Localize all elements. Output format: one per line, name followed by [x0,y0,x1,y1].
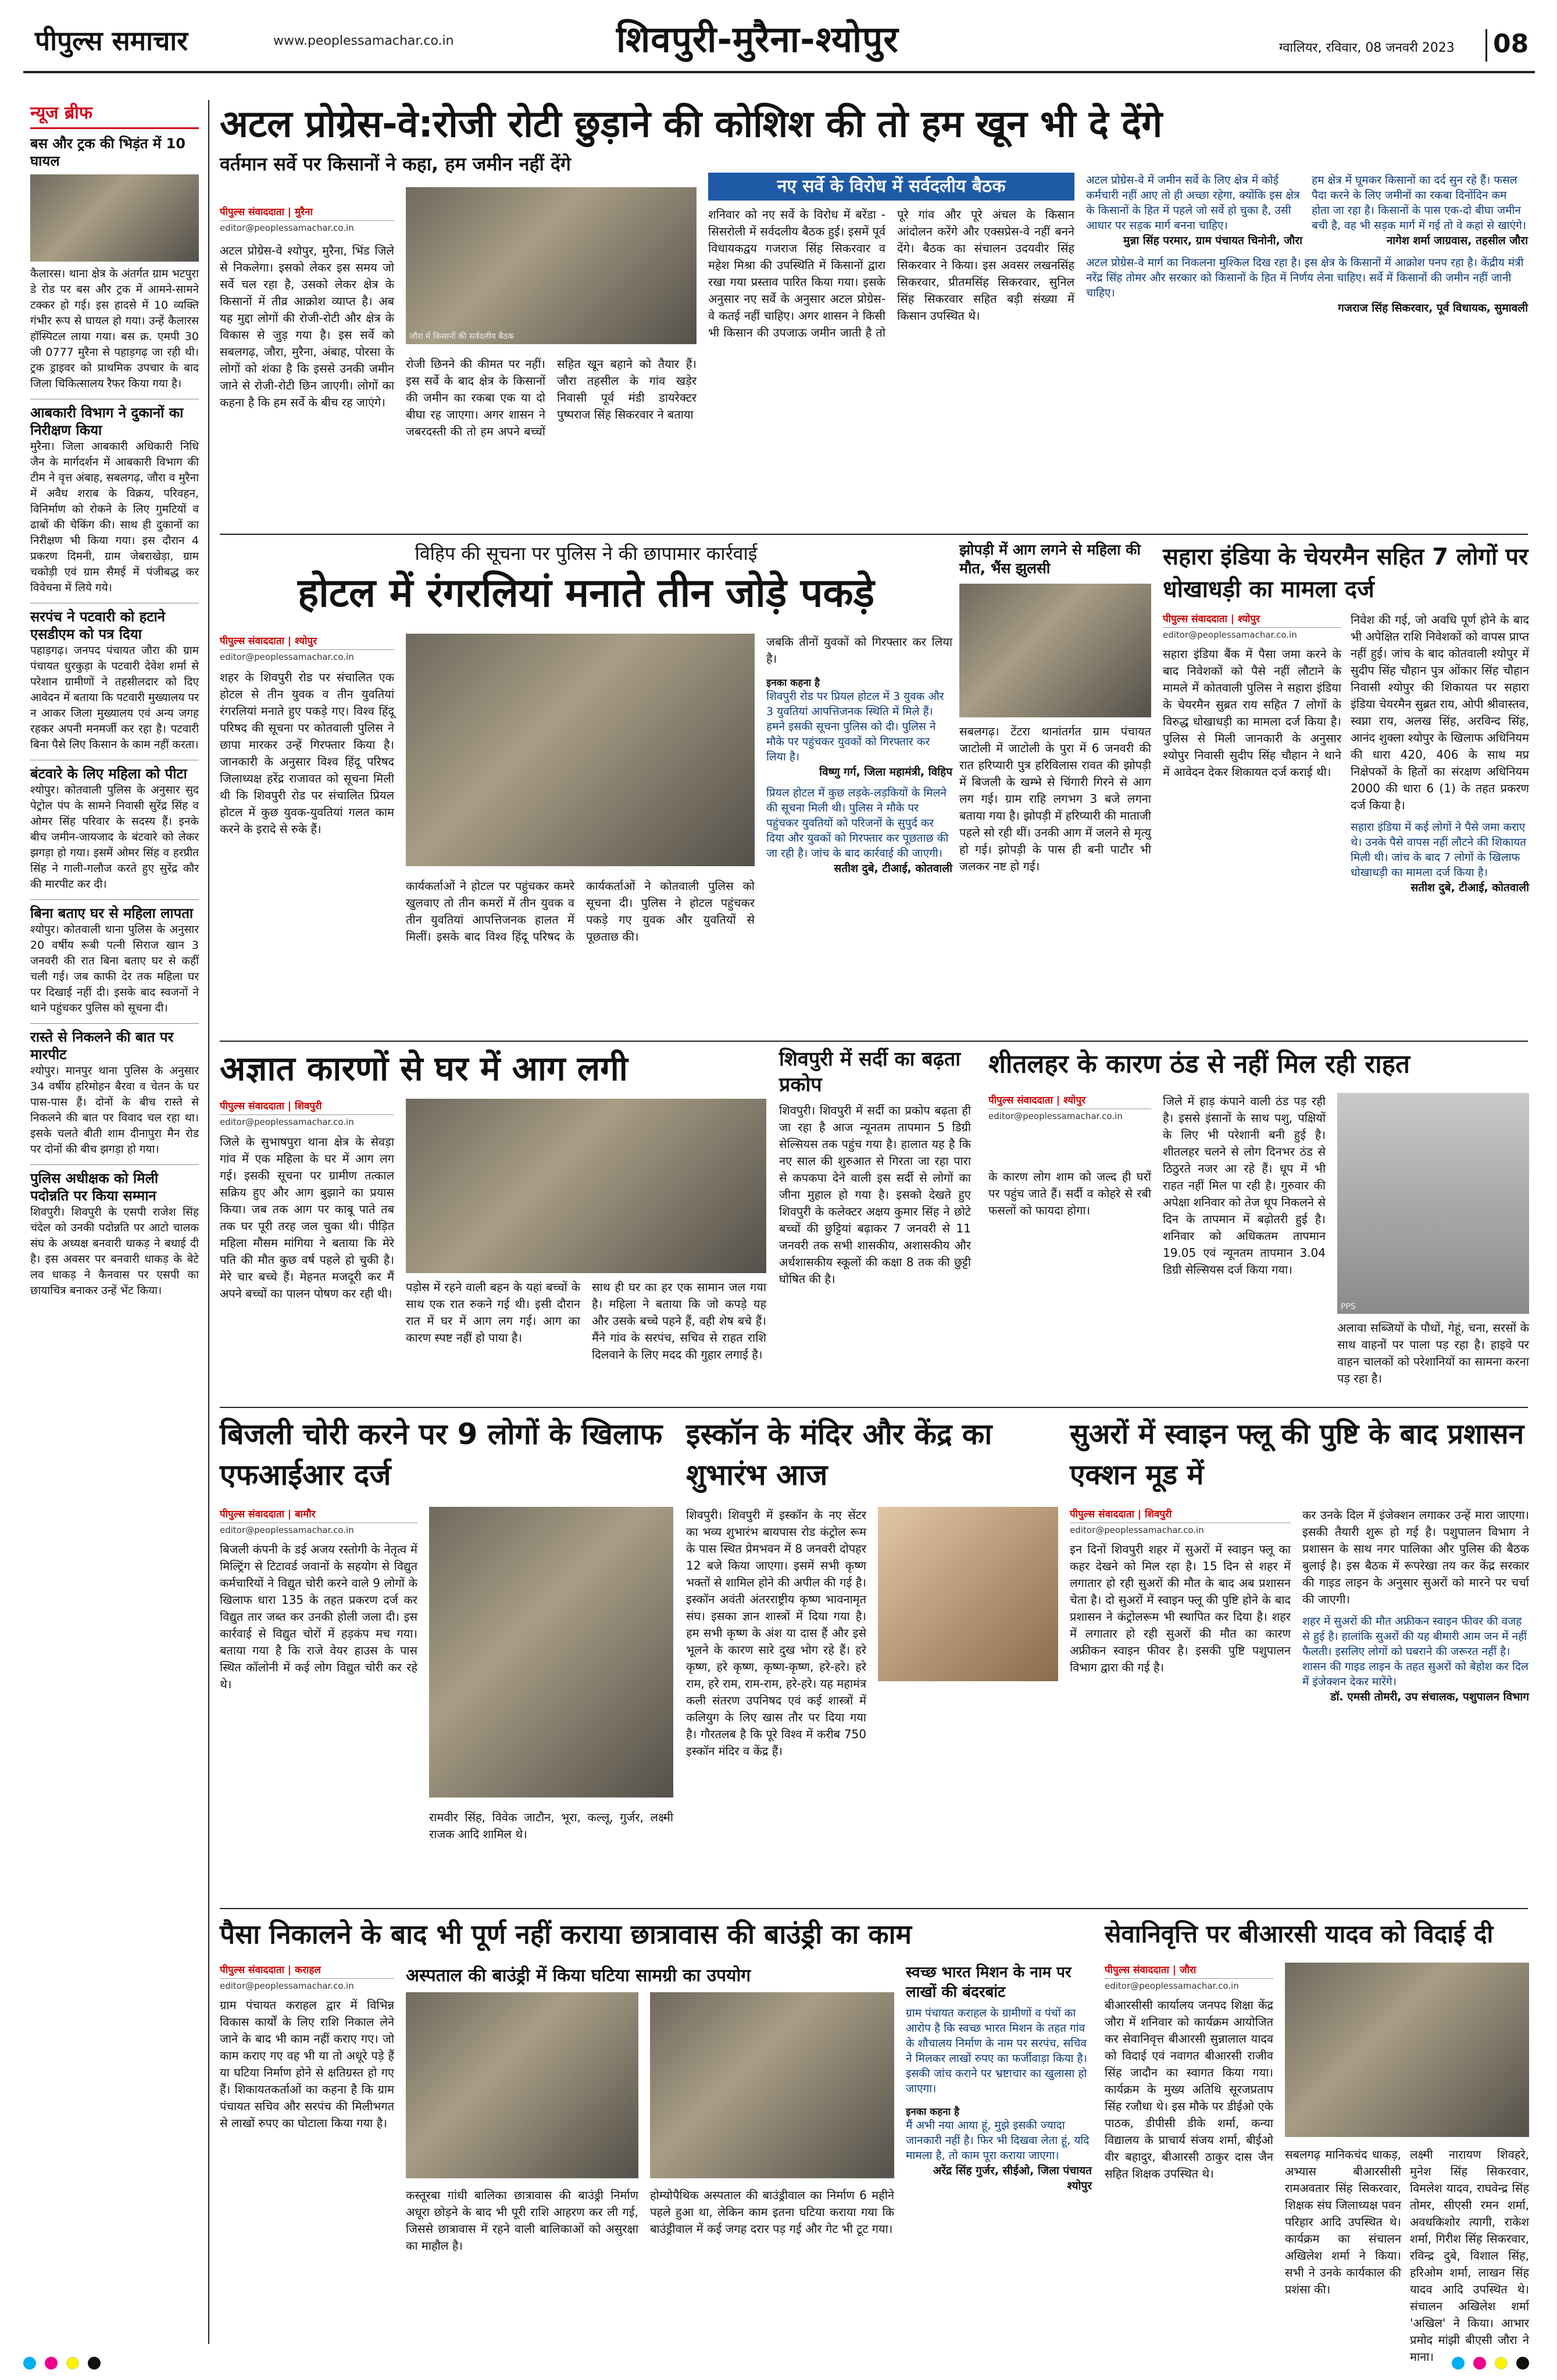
quote-text: अटल प्रोग्रेस-वे में जमीन सर्वे के लिए क्षेत्र में कोई कर्मचारी नहीं आए तो ही अच्छा रहेगा, क्योंकि इस क्षेत्र के किसानों के हित में पहले जो सर्वे हो चुका है, उसी आधार पर सड़क मार्ग बनना चाहिए। [1086,174,1300,232]
brief-headline: पुलिस अधीक्षक को मिली पदोन्नति पर किया सम्मान [30,1170,159,1204]
hotel-body: शहर के शिवपुरी रोड पर संचालित एक होटल से तीन युवक व तीन युवतियां रंगरलियां मनाते हुए पकड़े गए। विश्व हिंदू परिषद की सूचना पर कोतवाली पुलिस ने छापा मारकर उन्हें गिरफ्तार किया है। जानकारी के अनुसार विश्व हिंदू परिषद जिलाध्यक्ष हरेंद्र राजावत को सूचना मिली थी कि शिवपुरी रोड पर संचालित प्रियल होटल में कुछ युवक-युवतियां गलत काम करने के इरादे से रुके हैं। [220,670,394,836]
brief-text: श्योपुर। कोतवाली पुलिस के अनुसार सुद पेट्रोल पंप के सामने निवासी सुरेंद्र सिंह व ओमर सिंह परिवार के सदस्य हैं। इनके बीच जमीन-जायजाद के बंटवारे को लेकर झगड़ा हो गया। इसमें ओमर सिंह व हरप्रीत सिंह ने गाली-गलौज करते हुए सुरेंद्र कौर की मारपीट कर दी। [30,784,199,891]
section-title: शिवपुरी-मुरैना-श्योपुर [616,18,899,60]
hotel-headline: होटल में रंगरलियां मनाते तीन जोड़े पकड़े [297,570,875,616]
brief-item [30,603,199,753]
aside-text: शहर में सुअरों की मौत अफ्रीकन स्वाइन फीवर की वजह से हुई है। हालांकि सुअरों की यह बीमारी आम जन में नहीं फैलती। इसलिए लोगों को घबराने की जरूरत नहीं है। शासन की गाइड लाइन के तहत सुअरों को बेहोश कर दिल में इंजेक्शन देकर मारेंगे। [1302,1615,1529,1688]
farewell-story [1105,1914,1529,2364]
brief-headline: बिना बताए घर से महिला लापता [30,905,194,921]
lead-sidebar [708,173,1074,521]
farewell-photo [1285,1963,1529,2137]
email: editor@peoplessamachar.co.in [1105,1978,1273,1991]
house-fire-body-continued: पड़ोस में रहने वाली बहन के यहां बच्चों के साथ एक रात रुकने गई थी। इसी दौरान रात में घर में आग लग गई। आग का कारण स्पष्ट नहीं हो पाया है। [406,1280,580,1345]
hostel-story [220,1914,1092,2344]
brief-item [30,1164,199,1299]
aside-author: विष्णु गर्ग, जिला महामंत्री, विहिप [819,766,952,778]
brief-item [30,760,199,892]
section-rule [220,1407,1528,1408]
lead-photo [406,187,697,344]
house-fire-body-end: साथ ही घर का हर एक सामान जल गया है। महिला ने बताया कि जो कपड़े यह और उसके बच्चे पहने हैं, वही शेष बचे हैं। मैंने गांव के सरपंच, सचिव से राहत राशि दिलवाने के लिए मदद की गुहार लगाई है। [592,1280,766,1361]
farewell-body-end: लक्ष्मी नारायण शिवहरे, मुनेश सिंह सिकरवार, विमलेश यादव, राघवेन्द्र सिंह तोमर, सीएसी रमन शर्मा, अवधकिशोर त्यागी, राकेश शर्मा, गिरीश सिंह सिकरवार, रविन्द्र दुबे, विशाल सिंह, हरिओम शर्मा, लाखन सिंह यादव आदि उपस्थित थे। संचालन अखिलेश शर्मा 'अखिल' ने किया। आभार प्रमोद मांझी बीएसी जौरा ने माना। [1410,2147,1529,2364]
byline: पीपुल्स संवाददाता | मुरैना [220,206,313,218]
iskcon-photo [878,1507,1058,1681]
brief-headline: सरपंच ने पटवारी को हटाने एसडीएम को पत्र दिया [30,609,165,642]
brief-item [30,1023,199,1157]
hotel-kicker: विहिप की सूचना पर पुलिस ने की छापामार कार्रवाई [415,542,758,564]
aside-title: इनका कहना है [906,2106,960,2118]
electricity-body: बिजली कंपनी के डई अजय रस्तोगी के नेतृत्व में मिल्ट्रिंग से टिटावर्ड जवानों के सहयोग से विद्युत कर्मचारियों ने विद्युत चोरी करने वाले 9 लोगों के खिलाफ धारा 135 के तहत प्रकरण दर्ज कर विद्युत तार जब्त कर उनकी होली जला दी। इस कार्रवाई से विद्युत चोरों में हड़कंप मच गया। बताया गया है कि राजे वेयर हाउस के पास स्थित कॉलोनी में कई लोग विद्युत चोरी कर रहे थे। [220,1542,417,1691]
quote-author: मुन्ना सिंह परमार, ग्राम पंचायत चिनोनी, जौरा [1123,234,1302,247]
aside-author: अरेंद्र सिंह गुर्जर, सीईओ, जिला पंचायत श्योपुर [933,2164,1092,2192]
cyan-dot [23,2357,36,2370]
brief-headline: बंटवारे के लिए महिला को पीटा [30,766,187,782]
iskcon-story [686,1414,1058,1902]
lead-body: अटल प्रोग्रेस-वे श्योपुर, मुरैना, भिंड जिले से निकलेगा। इसको लेकर इस समय जो सर्वे चल रहा है, उसको लेकर क्षेत्र के किसानों में तीव्र आक्रोश व्याप्त है। अब यह मुद्दा लोगों की रोजी-रोटी और क्षेत्र के विकास से जुड़ गया है। इस सर्वे को सबलगढ़, जौरा, मुरैना, अंबाह, पोरसा के लोगों को शंका है कि इससे उनकी जमीन जाने से रोजी-रोटी छिन जाएगी। लोगों का कहना है कि हम सर्वे के बीच रह जाएंगे। [220,244,394,409]
email: editor@peoplessamachar.co.in [1070,1523,1291,1535]
brief-headline: बस और ट्रक की भिड़ंत में 10 घायल [30,135,185,169]
electricity-photo [429,1507,673,1797]
house-fire-story [220,1046,766,1407]
aside-author: सतीश दुबे, टीआई, कोतवाली [834,862,952,875]
quote-author: गजराज सिंह सिकरवार, पूर्व विधायक, सुमावली [1338,302,1528,315]
lead-body-continued: रोजी छिनने की कीमत पर नहीं। इस सर्वे के बाद क्षेत्र के किसानों की जमीन का रकबा एक या दो बीघा रह जाएगा। अगर शासन ने जबरदस्ती की तो हम अपने बच्चों सहित खून बहाने को तैयार हैं। जौरा तहसील के गांव खड़ेर निवासी पूर्व मंडी डायरेक्टर पुष्पराज सिंह सिकरवार ने बताया [406,357,697,438]
black-dot [1516,2357,1529,2370]
aside-author: डॉ. एमसी तोमरी, उप संचालक, पशुपालन विभाग [1330,1691,1529,1703]
byline: पीपुल्स संवाददाता | कराहल [220,1964,321,1976]
registration-dots [23,2357,106,2372]
sidebar-text: शनिवार को नए सर्वे के विरोध में बरेंडा - सिसरोली में सर्वदलीय बैठक हुई। इसमें पूर्व विधायकद्वय गजराज सिंह सिकरवार व महेश मिश्रा की उपस्थिति में किसानों द्वारा रखा गया प्रस्ताव पारित किया गया। इसके अनुसार नए सर्वे के अनुसार अटल प्रोग्रेस-वे कतई नहीं चाहिए। अगर शासन ने किसी भी किसान की उपजाऊ जमीन जाती है तो पूरे गांव और पूरे अंचल के किसान आंदोलन करेंगे और एक्सप्रेस-वे नहीं बनने देंगे। बैठक का संचालन उदयवीर सिंह सिकरवार ने किया। इस अवसर लखनसिंह सिकरवार, प्रीतमसिंह सिकरवार, सुनिल सिंह सिकरवार सहित बड़ी संख्या में किसान उपस्थित थे। [708,208,1074,340]
brand-url: www.peoplessamachar.co.in [273,34,454,48]
sahara-body: सहारा इंडिया बैंक में पैसा जमा करने के बाद निवेशकों को पैसे नहीं लौटाने के मामले में कोतवाली पुलिस ने सहारा इंडिया के चेयरमैन सुब्रत राय सहित 7 लोगों के विरुद्ध धोखाधड़ी का मामला दर्ज किया है। पुलिस से मिली जानकारी के अनुसार श्योपुर निवासी सुदीप सिंह चौहान ने थाने में आवेदन देकर शिकायत दर्ज कराई थी। [1163,647,1341,779]
electricity-headline: बिजली चोरी करने पर 9 लोगों के खिलाफ एफआईआर दर्ज [220,1417,663,1492]
fire-death-body: सबलगढ़। टेंटरा थानांतर्गत ग्राम पंचायत जाटोली में जाटोली के पुरा में 6 जनवरी की रात हरिप्यारी पुत्र हरिविलास रावत की झोपड़ी में बिजली के खम्भे से चिंगारी गिरने से आग लग गई। ग्राम राहि लगभग 3 बजे लगना बताया गया है। झोपड़ी में हरिप्यारी की माताजी पहले सो रही थीं। उनकी आग में जलने से मृत्यु हो गई। झोपड़ी के पास ही बनी पाटौर भी जलकर नष्ट हो गई। [959,724,1151,873]
hostel-subhead: अस्पताल की बाउंड्री में किया घटिया सामग्री का उपयोग [406,1966,751,1986]
black-dot [88,2357,101,2370]
registration-dots [1452,2357,1535,2372]
hotel-story [220,541,952,1041]
sidebar-title: नए सर्वे के विरोध में सर्वदलीय बैठक [708,173,1074,201]
brief-text: श्योपुर। मानपुर थाना पुलिस के अनुसार 34 वर्षीय हरिमोहन बैरवा व चेतन के घर पास-पास हैं। दोनों के बीच रास्ते से निकलने की बात पर विवाद चल रहा था। इसके चलते बीती शाम दीनापुरा मैन रोड पर दोनों की बीच झगड़ा हो गया। [30,1064,199,1156]
swine-flu-body: इन दिनों शिवपुरी शहर में सुअरों में स्वाइन फ्लू का कहर देखने को मिल रहा है। 15 दिन से शहर में लगातार हो रही सुअरों की मौत के बाद अब प्रशासन चेता है। दो सुअरों में स्वाइन फ्लू की पुष्टि होने के बाद प्रशासन ने कंट्रोलरूम भी स्थापित कर दिया है। शहर में लगातार हो रही सुअरों की मौत का कारण अफ्रीकन स्वाइन फीवर है। इसकी पुष्टि पशुपालन विभाग द्वारा की गई है। [1070,1542,1291,1674]
aside-title: स्वच्छ भारत मिशन के नाम पर लाखों की बंदरबांट [906,1964,1072,2001]
coldwave-story [988,1046,1529,1407]
fire-death-photo [959,584,1151,717]
column-divider [208,100,209,2344]
masthead [0,0,1557,76]
iskcon-headline: इस्कॉन के मंदिर और केंद्र का शुभारंभ आज [686,1417,992,1492]
cold-body: शिवपुरी। शिवपुरी में सर्दी का प्रकोप बढ़ता ही जा रहा है आज न्यूनतम तापमान 5 डिग्री सेल्सियस तक पहुंच गया है। हालात यह है कि नए साल की शुरुआत से गिरता जा रहा पारा से कपकपा देने वाली इस सर्दी से लोगों का जीना मुहाल हो गया है। इसको देखते हुए शिवपुरी के कलेक्टर अक्षय कुमार सिंह ने छोटे बच्चों की छुट्टियां बढ़ाकर 7 जनवरी से 11 जनवरी तक सभी शासकीय, अशासकीय और अर्धशासकीय स्कूलों की कक्षा 8 तक की छुट्टी घोषित की है। [779,1103,971,1286]
coldwave-body-continued: के कारण लोग शाम को जल्द ही घरों पर पहुंच जाते हैं। सर्दी व कोहरे से रबी फसलों को फायदा होगा। [988,1170,1151,1217]
page-number: 08 [1485,29,1526,62]
brand-logo: पीपुल्स समाचार [35,25,188,56]
lead-byline-block [220,205,394,530]
byline: पीपुल्स संवाददाता | जौरा [1105,1964,1197,1976]
news-brief-title: न्यूज ब्रीफ [30,100,199,129]
aside-title: इनका कहना है [766,677,820,689]
hotel-photo [406,634,755,866]
magenta-dot [45,2357,58,2370]
email: editor@peoplessamachar.co.in [988,1109,1151,1121]
aside-author: सतीश दुबे, टीआई, कोतवाली [1410,881,1529,894]
iskcon-body: शिवपुरी। शिवपुरी में इस्कॉन के नए सेंटर का भव्य शुभारंभ बायपास रोड कंट्रोल रूम के पास स्थित प्रेमभवन में 8 जनवरी दोपहर 12 बजे किया जाएगा। इसमें सभी कृष्ण भक्तों से शामिल होने की अपील की गई है। इस्कॉन अवंती अंतरराष्ट्रीय कृष्ण भावनामृत संघ। इसका ज्ञान शास्त्रों में दिया गया है। हम सभी कृष्ण के अंश या दास हैं और इसे भूलने के कारण सारे दुख भोग रहे हैं। हरे कृष्ण, हरे कृष्ण, कृष्ण-कृष्ण, हरे-हरे। हरे राम, हरे राम, राम-राम, हरे-हरे। यह महामंत्र कली संतरण उपनिषद एवं कई शास्त्रों में कलियुग के लिए खास तौर पर दिया गया है। गौरतलब है कि पूरे विश्व में करीब 750 इस्कॉन मंदिर व केंद्र हैं। [686,1508,866,1758]
quote-text: हम क्षेत्र में घूमकर किसानों का दर्द सुन रहे हैं। फसल पैदा करने के लिए जमीनों का रकबा दिनोंदिन कम होता जा रहा है। किसानों के पास एक-दो बीघा जमीन बची है, वह भी सड़क मार्ग में गई तो वे कहां से खाएंगे। [1312,174,1526,232]
hostel-body-end: होम्योपैथिक अस्पताल की बाउंड्रीवाल का निर्माण 6 महीने पहले हुआ था, लेकिन काम इतना घटिया कराया गया कि बाउंड्रीवाल में कई जगह दरार पड़ गई और गेट भी टूट गया। [650,2188,894,2236]
aside-text: प्रियल होटल में कुछ लड़के-लड़कियों के मिलने की सूचना मिली थी। पुलिस ने मौके पर पहुंचकर युवतियों को परिजनों के सुपुर्द कर दिया और युवकों को गिरफ्तार कर पूछताछ की जा रही है। जांच के बाद कार्रवाई की जाएगी। [766,787,949,860]
brief-text: कैलारस। थाना क्षेत्र के अंतर्गत ग्राम भटपुरा डे रोड पर बस और ट्रक में आमने-सामने टक्कर हो गई। इस हादसे में 10 व्यक्ति गंभीर रूप से घायल हो गया। उन्हें कैलारस हॉस्पिटल लाया गया। बस क्र. एमपी 30 जी 0777 मुरैना से पहाड़गढ़ जा रही थी। ट्रक ड्राइवर को प्राथमिक उपचार के बाद जिला चिकित्सालय रैफर किया गया है। [30,267,199,390]
hostel-photo [406,1992,638,2178]
coldwave-body: जिले में हाड़ कंपाने वाली ठंड पड़ रही है। इससे इंसानों के साथ पशु, पक्षियों के लिए भी परेशानी बनी हुई है। शीतलहर चलने से लोग दिनभर ठंड से ठिठुरते नजर आ रहे हैं। धूप में भी राहत नहीं मिल पा रही है। गुरुवार की अपेक्षा शनिवार को तेज धूप निकलने से दिन के तापमान में बढ़ोतरी हुई है। शनिवार को अधिकतम तापमान 19.05 एवं न्यूनतम तापमान 3.04 डिग्री सेल्सियस दर्ज किया गया। [1163,1094,1326,1277]
hotel-body-end: जबकि तीनों युवकों को गिरफ्तार कर लिया है। [766,635,952,666]
masthead-rule [23,71,1535,73]
hostel-body: ग्राम पंचायत कराहल द्वार में विभिन्न विकास कार्यों के लिए राशि निकाल लेने जाने के बाद भी काम नहीं कराए गए। जो काम कराए गए वह भी या तो अधूरे पड़े हैं या घटिया निर्माण होने से क्षतिग्रस्त हो गए हैं। शिकायतकर्ताओं का कहना है कि ग्राम पंचायत सचिव और सरपंच की मिलीभगत से लाखों रुपए का घोटाला किया गया है। [220,1998,394,2130]
magenta-dot [1473,2357,1486,2370]
brief-text: पहाड़गढ़। जनपद पंचायत जौरा की ग्राम पंचायत धुरकुड़ा के पटवारी देवेश शर्मा से परेशान ग्रामीणों ने तहसीलदार को दिए आवेदन में बताया कि पटवारी मुख्यालय पर न आकर जिला मुख्यालय एवं अन्य जगह रहकर अपनी मनमर्जी कर रहा है। पटवारी बिना पैसे लिए किसान के काम नहीं करता। [30,644,199,751]
hotel-body-continued: कार्यकर्ताओं ने होटल पर पहुंचकर कमरे खुलवाए तो तीन कमरों में तीन युवक व तीन युवतियां आपत्तिजनक हालत में मिलीं। इसके बाद विश्व हिंदू परिषद के कार्यकर्ताओं ने कोतवाली पुलिस को सूचना दी। पुलिस ने होटल पहुंचकर पकड़े गए युवक और युवतियों से पूछताछ की। [406,879,755,944]
cold-story [779,1046,971,1407]
yellow-dot [1495,2357,1508,2370]
byline: पीपुल्स संवाददाता | शिवपुरी [1070,1509,1172,1520]
house-fire-photo [406,1099,766,1273]
brief-text: मुरैना। जिला आबकारी अधिकारी निधि जैन के मार्गदर्शन में आबकारी विभाग की टीम ने वृत्त अंबाह, सबलगढ़, जौरा व मुरैना में अवैध शराब के विक्रय, परिवहन, विनिर्माण को रोकने के लिए गुमटियों व ढाबों की चेकिंग की। साथ ही दुकानों का निरीक्षण भी किया गया। इस दौरान 4 प्रकरण दिमनी, ग्राम जेबराखेड़ा, ग्राम चकोड़ी एवं ग्राम सैमई में पंजीबद्ध कर विवेचना में लिये गये। [30,440,199,594]
email: editor@peoplessamachar.co.in [220,220,394,233]
coldwave-body-end: अलावा सब्जियों के पौधों, गेहूं, चना, सरसों के साथ वाहनों पर पाला पड़ रहा है। हाइवे पर वाहन चालकों को परेशानियों का सामना करना पड़ रहा है। [1337,1321,1529,1385]
fire-death-story [959,541,1151,1041]
email: editor@peoplessamachar.co.in [220,649,394,662]
brief-item [30,399,199,596]
coldwave-headline: शीतलहर के कारण ठंड से नहीं मिल रही राहत [988,1049,1410,1079]
quote-text: अटल प्रोग्रेस-वे मार्ग का निकलना मुश्किल दिख रहा है। इस क्षेत्र के किसानों में आक्रोश पनप रहा है। केंद्रीय मंत्री नरेंद्र सिंह तोमर और सरकार को किसानों के हित में निर्णय लेना चाहिए। सर्वे में किसानों की जमीन नहीं जानी चाहिए। [1086,256,1524,299]
brief-item [30,899,199,1016]
electricity-story [220,1414,673,1902]
hostel-headline: पैसा निकालने के बाद भी पूर्ण नहीं कराया छात्रावास की बाउंड्री का काम [220,1918,912,1950]
sahara-body-continued: निवेश की गई, जो अवधि पूर्ण होने के बाद भी अपेक्षित राशि निवेशकों को वापस प्राप्त नहीं हुई। जांच के बाद कोतवाली श्योपुर में सुदीप सिंह चौहान पुत्र ओंकार सिंह चौहान निवासी श्योपुर की शिकायत पर सहारा इंडिया चेयरमैन सुब्रत राय, ओपी श्रीवास्तव, स्वप्ना राय, अलख सिंह, अरविन्द सिंह, आनंद शुक्ला श्योपुर के खिलाफ अधिनियम की धारा 420, 406 के साथ मप्र निक्षेपकों के हितों का संरक्षण अधिनियम 2000 की धारा 6 (1) के तहत प्रकरण दर्ज किया है। [1351,613,1529,812]
house-fire-headline: अज्ञात कारणों से घर में आग लगी [220,1049,628,1088]
brief-item [30,135,199,392]
swine-flu-headline: सुअरों में स्वाइन फ्लू की पुष्टि के बाद प्रशासन एक्शन मूड में [1070,1418,1524,1491]
byline: पीपुल्स संवाददाता | श्योपुर [988,1095,1086,1106]
sahara-story [1163,541,1529,1041]
sahara-headline: सहारा इंडिया के चेयरमैन सहित 7 लोगों पर धोखाधड़ी का मामला दर्ज [1163,544,1529,603]
farewell-headline: सेवानिवृत्ति पर बीआरसी यादव को विदाई दी [1105,1920,1494,1948]
brief-headline: रास्ते से निकलने की बात पर मारपीट [30,1029,174,1063]
aside-text: शिवपुरी रोड पर प्रियल होटल में 3 युवक और 3 युवतियां आपत्तिजनक स्थिति में मिले हैं। हमने इसकी सूचना पुलिस को दी। पुलिस ने मौके पर पहुंचकर युवकों को गिरफ्तार कर लिया है। [766,690,944,763]
section-rule [220,1041,1528,1042]
swine-flu-body-continued: कर उनके दिल में इंजेक्शन लगाकर उन्हें मारा जाएगा। इसकी तैयारी शुरू हो गई है। पशुपालन विभाग ने प्रशासन के साथ नगर पालिका और पुलिस की बैठक बुलाई है। इस बैठक में रूपरेखा तय कर केंद्र सरकार की गाइड लाइन के अनुसार सुअरों को मारने पर चर्चा की जाएगी। [1302,1508,1529,1606]
lead-subhead: वर्तमान सर्वे पर किसानों ने कहा, हम जमीन नहीं देंगे [220,153,571,175]
lead-quotes [1086,173,1528,527]
byline: पीपुल्स संवाददाता | श्योपुर [220,635,317,647]
yellow-dot [66,2357,79,2370]
aside-text: मैं अभी नया आया हूं, मुझे इसकी ज्यादा जानकारी नहीं है। फिर भी दिखवा लेता हूं, यदि मामला है, तो काम पूरा कराया जाएगा। [906,2119,1090,2162]
hospital-photo [650,1992,894,2178]
photo-credit: PPS [1341,1302,1356,1311]
cyan-dot [1452,2357,1465,2370]
brief-photo [30,174,199,262]
dateline: ग्वालियर, रविवार, 08 जनवरी 2023 [1279,41,1455,55]
section-rule [220,1908,1528,1909]
cold-headline: शिवपुरी में सर्दी का बढ़ता प्रकोप [779,1048,961,1096]
hostel-body-continued: कस्तूरबा गांधी बालिका छात्रावास की बाउंड्री निर्माण अधूरा छोड़ने के बाद भी पूरी राशि आहरण कर ली गई, जिससे छात्रावास में रहने वाली बालिकाओं को असुरक्षा का माहौल है। [406,2188,638,2253]
lead-headline: अटल प्रोग्रेस-वे:रोजी रोटी छुड़ाने की कोशिश की तो हम खून भी दे देंगे [220,103,1163,146]
farewell-body-continued: सबलगढ़ मानिकचंद धाकड़, अभ्यास बीआरसीसी रामअवतार सिंह सिकरवार, शिक्षक संघ जिलाध्यक्ष पवन परिहार आदि उपस्थित थे। कार्यक्रम का संचालन अखिलेश शर्मा ने किया। सभी ने उनके कार्यकाल की प्रशंसा की। [1285,2147,1401,2296]
brief-text: शिवपुरी। शिवपुरी के एसपी राजेश सिंह चंदेल को उनकी पदोन्नति पर आटो चालक संघ के अध्यक्ष बनवारी धाकड़ ने बधाई दी है। इस अवसर पर बनवारी धाकड़ के बेटे लव धाकड़ ने कैनवास पर एसपी का छायाचित्र बनाकर उन्हें भेंट किया। [30,1206,199,1297]
fire-death-headline: झोपड़ी में आग लगने से महिला की मौत, भैंस झुलसी [959,541,1141,577]
byline: पीपुल्स संवाददाता | शिवपुरी [220,1100,322,1112]
email: editor@peoplessamachar.co.in [1163,627,1341,640]
swine-flu-story [1070,1414,1529,1902]
email: editor@peoplessamachar.co.in [220,1114,394,1127]
brief-text: श्योपुर। कोतवाली थाना पुलिस के अनुसार 20 वर्षीय रूबी पत्नी सिराज खान 3 जनवरी की रात बिना बताए घर से कहीं चली गई। जब काफी देर तक महिला घर पर दिखाई नहीं दी। इसके बाद स्वजनों ने थाने पहुंचकर पुलिस को सूचना दी। [30,923,199,1014]
aside-text: सहारा इंडिया में कई लोगों ने पैसे जमा कराए थे। उनके पैसे वापस नहीं लौटने की शिकायत मिली थी। जांच के बाद 7 लोगों के खिलाफ धोखाधड़ी का मामला दर्ज किया है। [1351,821,1527,879]
byline: पीपुल्स संवाददाता | श्योपुर [1163,613,1260,625]
farewell-body: बीआरसीसी कार्यालय जनपद शिक्षा केंद्र जौरा में शनिवार को कार्यक्रम आयोजित कर सेवानिवृत्त बीआरसी सुन्नालाल यादव को विदाई एवं नवागत बीआरसी राजीव सिंह जादौन का स्वागत किया गया। कार्यक्रम के मुख्य अतिथि सूरजप्रताप सिंह रजौधा थे। इस मौके पर डीईओ एके पाठक, डीपीसी डीके शर्मा, कन्या विद्यालय के प्राचार्य संजय शर्मा, बीईओ वीर बहादुर, बीआरसी ठाकुर दास जैन सहित शिक्षक उपस्थित थे। [1105,1998,1273,2181]
brief-headline: आबकारी विभाग ने दुकानों का निरीक्षण किया [30,405,184,438]
quote-author: नागेश शर्मा जाग्रवास, तहसील जौरा [1386,234,1528,247]
email: editor@peoplessamachar.co.in [220,1523,417,1535]
print-registration-bar [23,2354,1535,2374]
byline: पीपुल्स संवाददाता | बामौर [220,1509,316,1520]
house-fire-body: जिले के सुभाषपुरा थाना क्षेत्र के सेवड़ा गांव में एक महिला के घर में आग लग गई। इसकी सूचना पर ग्रामीण तत्काल सक्रिय हुए और आग बुझाने का प्रयास किया। जब तक आग पर काबू पाते तब तक घर पूरी तरह जल चुका थी। पीड़ित महिला मौसम मांगिया ने बताया कि मेरे पति की मौत कुछ वर्ष पहले हो चुकी है। मेरे चार बच्चे हैं। मेहनत मजदूरी कर मैं अपने बच्चों का पालन पोषण कर रही थी। [220,1135,394,1300]
coldwave-photo [1337,1093,1529,1314]
aside-text: ग्राम पंचायत कराहल के ग्रामीणों व पंचों का आरोप है कि स्वच्छ भारत मिशन के तहत गांव के शौचालय निर्माण के नाम पर सरपंच, सचिव ने मिलकर लाखों रुपए का फर्जीवाड़ा किया है। इसकी जांच कराने पर भ्रष्टाचार का खुलासा हो जाएगा। [906,2007,1087,2095]
lead-photo-caption: जौरा में किसानों की सर्वदलीय बैठक [409,332,515,341]
news-brief-column [30,100,199,2344]
section-rule [220,534,1528,535]
electricity-caption: रामवीर सिंह, विवेक जाटौन, भूरा, कल्लू, गुर्जर, लक्ष्मी राजक आदि शामिल थे। [429,1810,673,1841]
lead-story [220,100,1528,530]
email: editor@peoplessamachar.co.in [220,1978,394,1991]
